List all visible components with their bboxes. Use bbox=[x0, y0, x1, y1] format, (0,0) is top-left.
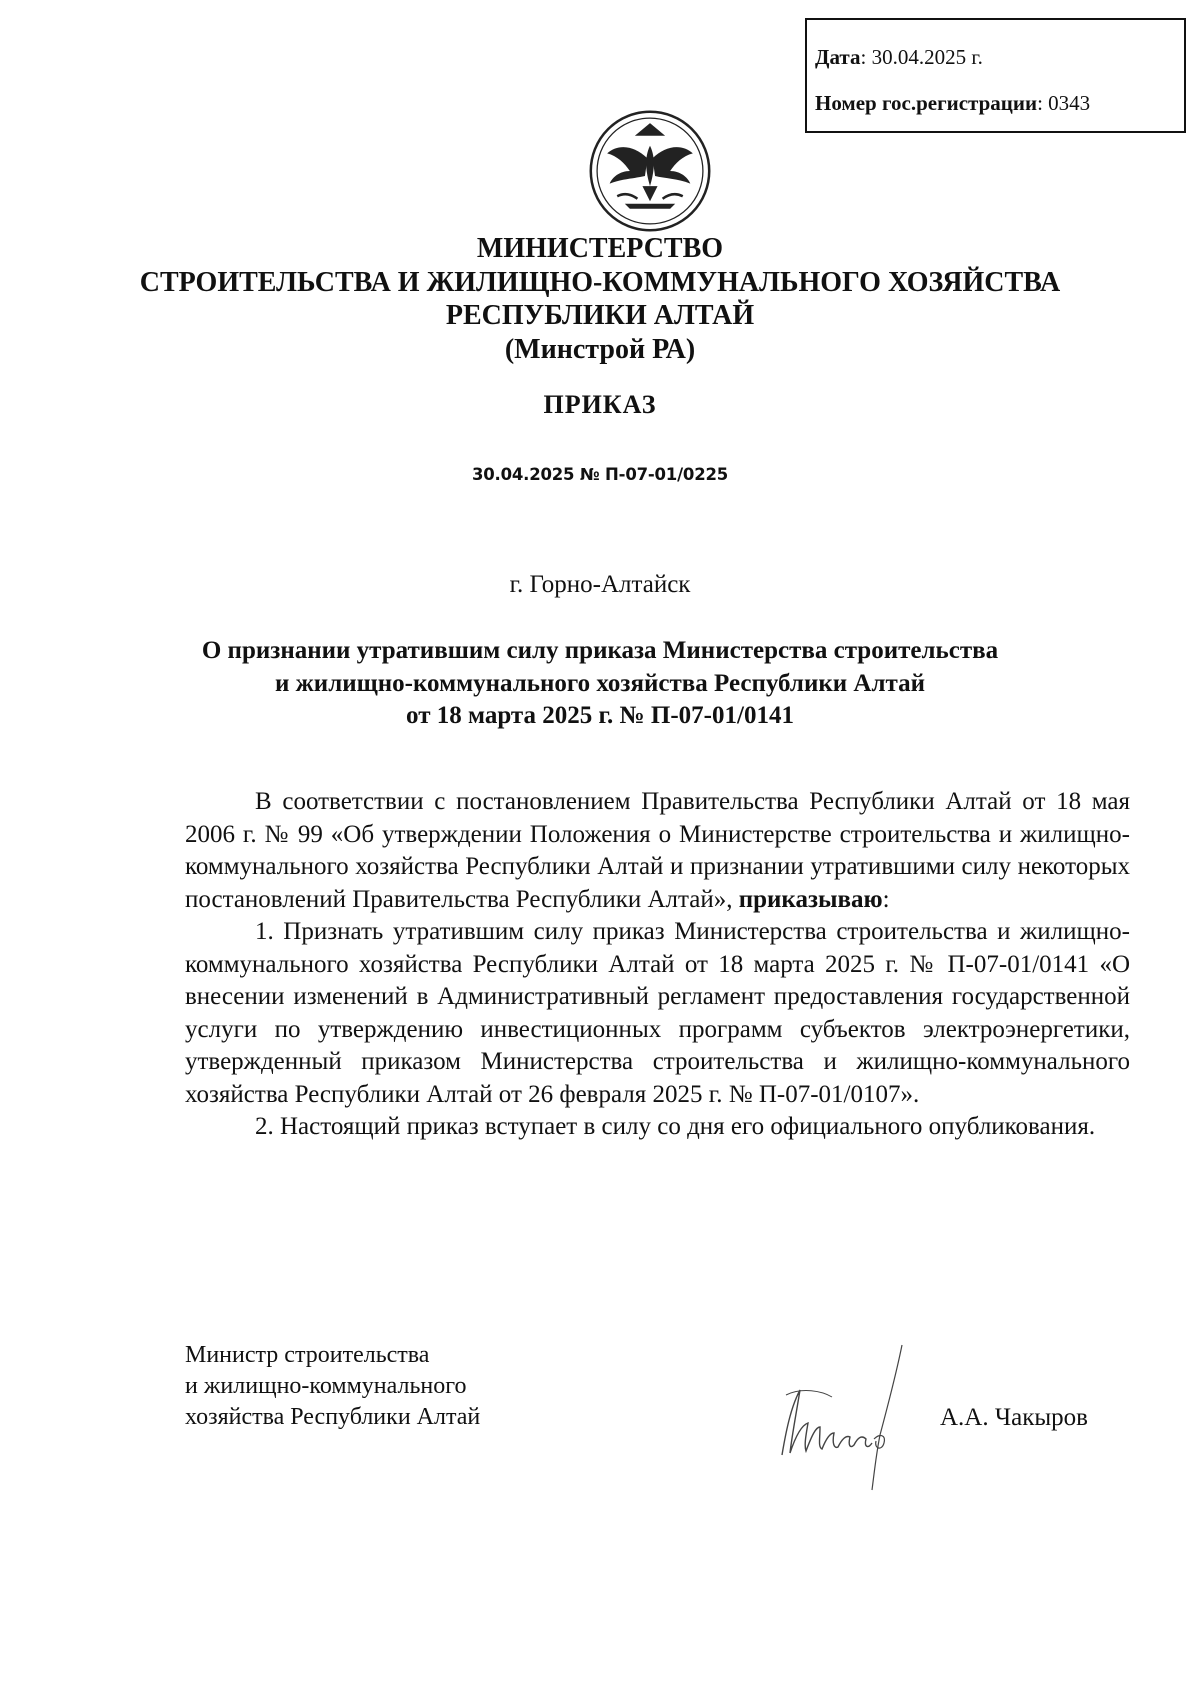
document-city: г. Горно-Алтайск bbox=[509, 571, 691, 598]
ministry-short-name: (Минстрой РА) bbox=[504, 333, 696, 365]
ministry-name-line2: СТРОИТЕЛЬСТВА И ЖИЛИЩНО-КОММУНАЛЬНОГО ХОЗЯЙСТВА bbox=[139, 266, 1061, 298]
order-word: приказываю bbox=[738, 885, 883, 913]
subject-line1: О признании утратившим силу приказа Министерства строительства bbox=[201, 637, 999, 664]
registration-number-label: Номер гос.регистрации bbox=[815, 91, 1038, 115]
document-subject bbox=[0, 635, 1200, 733]
ministry-name-line1: МИНИСТЕРСТВО bbox=[476, 233, 724, 264]
signatory-title bbox=[185, 1340, 480, 1433]
document-type: ПРИКАЗ bbox=[543, 390, 657, 419]
document-number: 30.04.2025 № П-07-01/0225 bbox=[471, 465, 729, 484]
handwritten-signature bbox=[762, 1335, 942, 1495]
preamble-paragraph bbox=[185, 786, 1130, 916]
registration-number-value: : 0343 bbox=[1037, 91, 1091, 115]
registration-number bbox=[815, 80, 1184, 126]
order-colon: : bbox=[882, 885, 890, 913]
preamble-text: В соответствии с постановлением Правительства Республики Алтай от 18 мая 2006 г. № 99 «Об утверждении Положения о Министерстве строительства и жилищно-коммунального хозяйства Республики Алтай и признании утратившими силу некоторых постановлений Правительства Республики Алтай», bbox=[185, 788, 1130, 913]
signatory-title-line1: Министр строительства bbox=[185, 1342, 430, 1368]
coat-of-arms-emblem bbox=[587, 108, 713, 234]
registration-date-value: : 30.04.2025 г. bbox=[860, 45, 983, 69]
registration-stamp bbox=[805, 18, 1186, 133]
registration-date bbox=[815, 34, 1184, 80]
signatory-title-line2: и жилищно-коммунального bbox=[185, 1373, 467, 1399]
document-body bbox=[185, 786, 1130, 1144]
item-2-paragraph: 2. Настоящий приказ вступает в силу со дня его официального опубликования. bbox=[255, 1113, 1096, 1140]
item-1-paragraph: 1. Признать утратившим силу приказ Министерства строительства и жилищно-коммунального хозяйства Республики Алтай от 18 марта 2025 г. № П-07-01/0141 «О внесении изменений в Административный регламент предоставления государственной услуги по утверждению инвестиционных программ субъектов электроэнергетики, утвержденный приказом Министерства строительства и жилищно-коммунального хозяйства Республики Алтай от 26 февраля 2025 г. № П-07-01/0107». bbox=[185, 918, 1130, 1108]
subject-line2: и жилищно-коммунального хозяйства Республики Алтай bbox=[275, 669, 925, 697]
signatory-title-line3: хозяйства Республики Алтай bbox=[185, 1404, 481, 1430]
signatory-name: А.А. Чакыров bbox=[940, 1404, 1088, 1431]
ministry-name-line3: РЕСПУБЛИКИ АЛТАЙ bbox=[445, 300, 755, 331]
registration-date-label: Дата bbox=[815, 45, 861, 69]
subject-line3: от 18 марта 2025 г. № П-07-01/0141 bbox=[406, 702, 794, 729]
ministry-header bbox=[0, 232, 1200, 366]
